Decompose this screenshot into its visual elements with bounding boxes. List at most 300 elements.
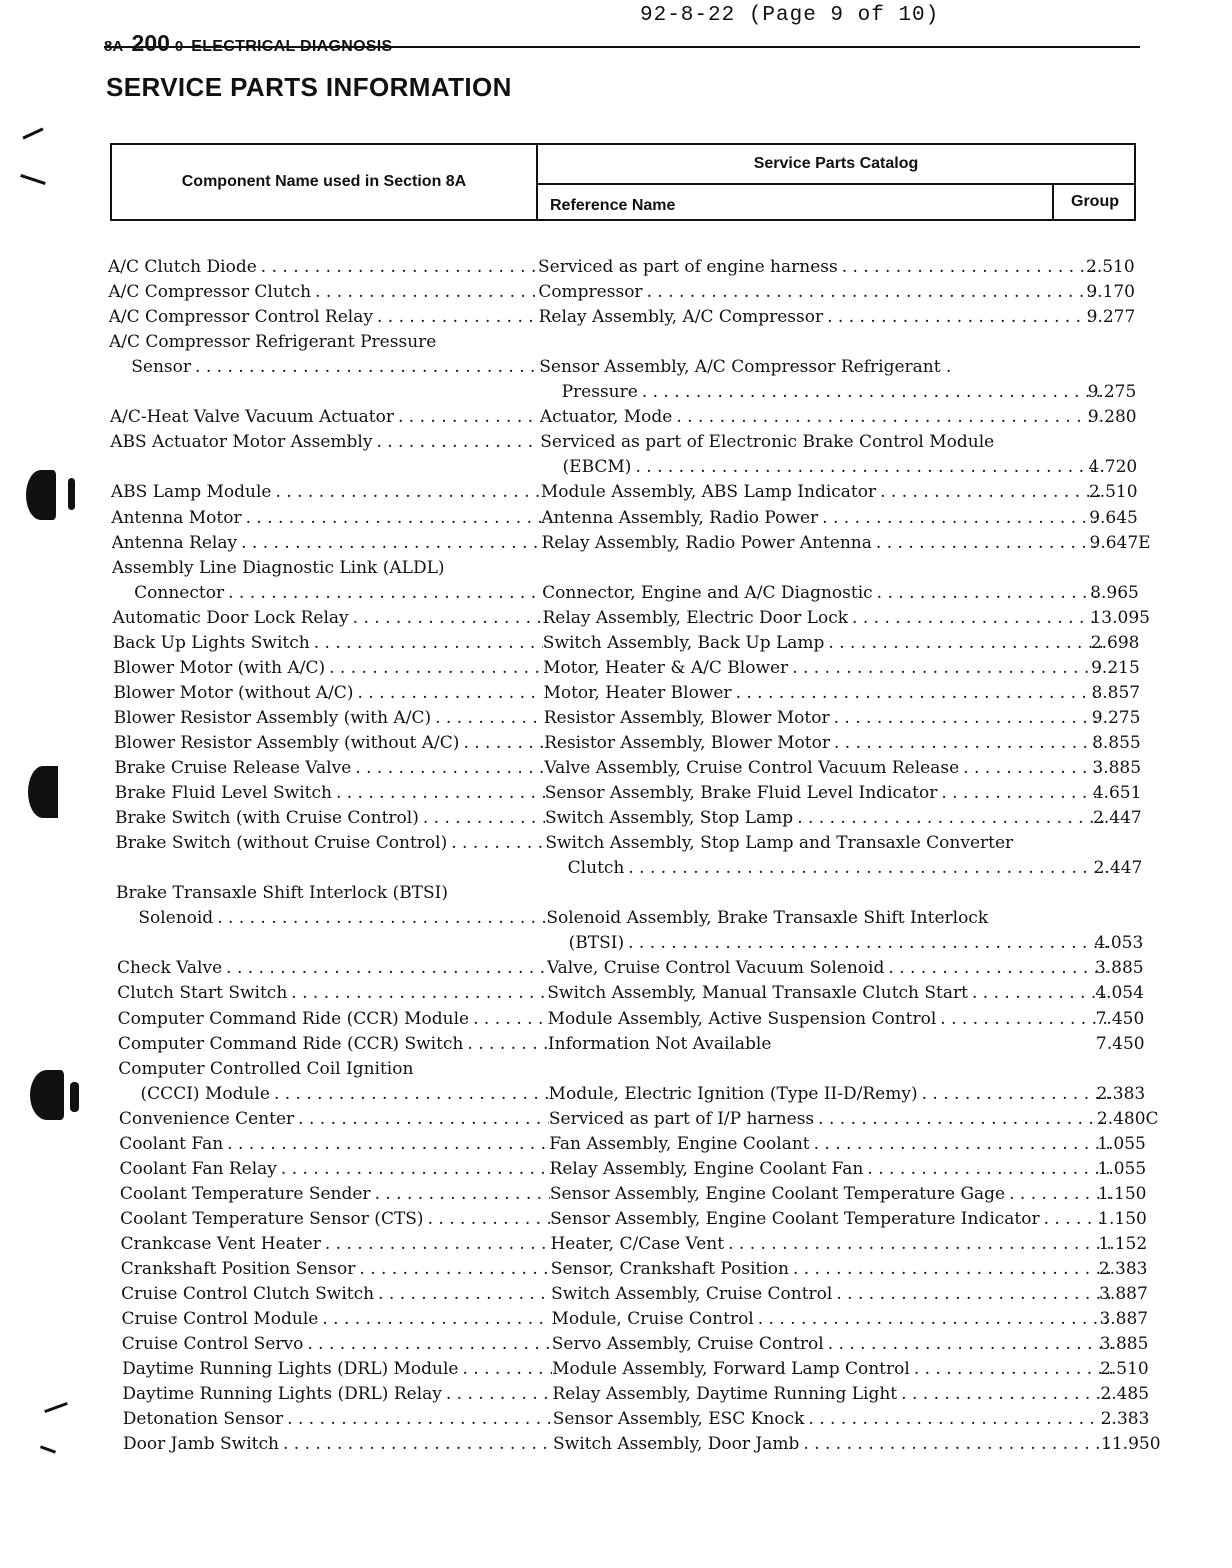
reference-name-text: Sensor Assembly, Brake Fluid Level Indicator (544, 783, 938, 804)
component-name (109, 330, 539, 354)
component-name (112, 531, 542, 555)
component-name (120, 1157, 550, 1181)
component-name (118, 1007, 548, 1031)
group-number: 13.095 (1090, 607, 1150, 628)
dot-leader (227, 1132, 549, 1156)
component-name-text: Door Jamb Switch (123, 1434, 279, 1455)
reference-name (550, 1157, 1110, 1181)
component-name-text: Blower Resistor Assembly (without A/C) (114, 732, 460, 753)
reference-name (541, 455, 1101, 479)
component-name-text: Computer Controlled Coil Ignition (118, 1058, 414, 1079)
component-name-text: Antenna Motor (111, 507, 242, 528)
reference-name (547, 931, 1107, 955)
component-name (122, 1382, 552, 1406)
dot-leader (325, 1232, 551, 1256)
dot-leader (852, 606, 1102, 630)
reference-name (547, 981, 1107, 1005)
dot-leader (281, 1157, 550, 1181)
reference-name (544, 756, 1104, 780)
dot-leader (291, 981, 547, 1005)
component-name (113, 631, 543, 655)
component-name-text: Daytime Running Lights (DRL) Module (122, 1359, 459, 1380)
component-name-text: Coolant Temperature Sensor (CTS) (120, 1208, 424, 1229)
reference-name (551, 1282, 1111, 1306)
group-number: 4.720 (1088, 457, 1138, 478)
reference-name (538, 280, 1098, 304)
component-name-text: ABS Lamp Module (110, 482, 272, 503)
dot-leader (736, 681, 1104, 705)
reference-name-text: Serviced as part of engine harness (538, 257, 838, 277)
reference-name-text: Module, Cruise Control (551, 1309, 754, 1330)
dot-leader (728, 1232, 1110, 1256)
dot-leader (1009, 1182, 1110, 1206)
dot-leader (963, 756, 1104, 780)
component-name-text: Daytime Running Lights (DRL) Relay (122, 1384, 442, 1405)
group-number: 9.275 (1091, 707, 1141, 728)
dot-leader (274, 1082, 549, 1106)
dot-leader (398, 405, 540, 429)
group-number: 2.480C (1096, 1108, 1159, 1129)
group-number: 1.150 (1097, 1183, 1147, 1204)
page-number: 200 (131, 30, 170, 56)
reference-name (549, 1082, 1109, 1106)
dot-leader (298, 1107, 549, 1131)
reference-name-text: Resistor Assembly, Blower Motor (543, 707, 830, 728)
reference-name-text: Relay Assembly, Daytime Running Light (552, 1384, 898, 1405)
dot-leader (828, 1332, 1112, 1356)
component-name-text: Solenoid (138, 908, 214, 929)
reference-name (540, 405, 1100, 429)
dot-leader (314, 631, 543, 655)
header-reference-name: Reference Name (538, 185, 1054, 219)
reference-name (543, 681, 1103, 705)
dot-leader (287, 1407, 553, 1431)
component-name (114, 731, 544, 755)
component-name (118, 1057, 548, 1081)
reference-name-text: Sensor Assembly, Engine Coolant Temperature Gage (549, 1183, 1006, 1204)
reference-name-text: Module Assembly, Forward Lamp Control (552, 1359, 910, 1380)
component-name (112, 581, 542, 605)
reference-name-text: Fan Assembly, Engine Coolant (549, 1133, 810, 1154)
component-name-text: Coolant Temperature Sender (119, 1183, 371, 1204)
dot-leader (642, 380, 1100, 404)
scan-artifact (26, 470, 56, 520)
component-name (113, 656, 543, 680)
dot-leader (435, 706, 544, 730)
group-number: 1.150 (1098, 1208, 1147, 1229)
group-number: 3.885 (1092, 758, 1142, 778)
reference-name (540, 430, 1100, 454)
reference-name-text: Valve, Cruise Control Vacuum Solenoid (546, 958, 885, 979)
group-number: 3.887 (1099, 1309, 1149, 1330)
component-name (111, 480, 541, 504)
reference-name-text: Serviced as part of I/P harness (548, 1108, 815, 1129)
page-title: SERVICE PARTS INFORMATION (106, 72, 512, 102)
component-name-text: ABS Actuator Motor Assembly (110, 432, 373, 453)
dot-leader (322, 1307, 551, 1331)
component-name-text: Convenience Center (118, 1108, 295, 1129)
component-name-text: Cruise Control Clutch Switch (121, 1284, 375, 1305)
header-component-name: Component Name used in Section 8A (112, 145, 538, 219)
component-name (108, 255, 538, 279)
group-number: 4.053 (1094, 933, 1144, 954)
component-name-text: Brake Switch (without Cruise Control) (115, 833, 448, 854)
reference-name (541, 506, 1101, 530)
dot-leader (635, 455, 1100, 479)
dot-leader (307, 1332, 551, 1356)
group-number: 2.383 (1098, 1259, 1148, 1279)
reference-name (549, 1107, 1109, 1131)
component-name-text: Assembly Line Diagnostic Link (ALDL) (111, 557, 445, 578)
dot-leader (375, 1182, 550, 1206)
component-name (116, 881, 546, 905)
reference-name-text: Motor, Heater & A/C Blower (543, 657, 789, 678)
reference-name (546, 906, 1106, 930)
reference-name (549, 1132, 1109, 1156)
component-name (120, 1207, 550, 1231)
reference-name-text: Motor, Heater Blower (543, 682, 732, 703)
fax-stamp: 92-8-22 (Page 9 of 10) (640, 4, 940, 27)
dot-leader (228, 581, 542, 605)
dot-leader (246, 506, 542, 530)
group-number: 3.887 (1099, 1284, 1148, 1305)
component-name-text: Blower Resistor Assembly (with A/C) (113, 707, 432, 728)
reference-name-text: Solenoid Assembly, Brake Transaxle Shift Interlock (546, 908, 989, 929)
component-name (114, 756, 544, 780)
dot-leader (195, 355, 539, 379)
reference-name-text: Valve Assembly, Cruise Control Vacuum Release (544, 758, 960, 778)
reference-name-text: Servo Assembly, Cruise Control (551, 1334, 824, 1355)
dot-leader (463, 731, 544, 755)
component-name (110, 430, 540, 454)
component-name-text: A/C Clutch Diode (108, 257, 257, 277)
dot-leader (793, 1257, 1111, 1281)
component-name (119, 1107, 549, 1131)
dot-leader (814, 1132, 1110, 1156)
dot-leader (828, 631, 1102, 655)
component-name-text: Check Valve (116, 958, 223, 979)
reference-name (539, 305, 1099, 329)
reference-name (550, 1207, 1110, 1231)
component-name-text: A/C-Heat Valve Vacuum Actuator (109, 407, 394, 428)
component-name-text: Brake Fluid Level Switch (114, 783, 332, 804)
group-number: 7.450 (1095, 1008, 1145, 1029)
dot-leader (758, 1307, 1112, 1331)
dot-leader (451, 831, 545, 855)
reference-name-text: Module Assembly, ABS Lamp Indicator (540, 482, 877, 503)
dot-leader (378, 1282, 551, 1306)
dot-leader (827, 305, 1099, 329)
reference-name (545, 781, 1105, 805)
reference-name (552, 1357, 1112, 1381)
reference-name (553, 1432, 1113, 1456)
dot-leader (226, 956, 547, 980)
component-name-text: Blower Motor (with A/C) (113, 657, 326, 678)
component-name-text: Brake Switch (with Cruise Control) (115, 808, 419, 829)
component-name (117, 981, 547, 1005)
reference-name (551, 1257, 1111, 1281)
reference-name-text: Switch Assembly, Back Up Lamp (542, 632, 825, 653)
component-name (120, 1232, 550, 1256)
reference-name-text: Relay Assembly, Engine Coolant Fan (549, 1158, 864, 1179)
group-number: 3.885 (1094, 958, 1144, 979)
component-name-text: Connector (134, 582, 225, 603)
reference-name (546, 856, 1106, 880)
scan-artifact (22, 127, 43, 139)
dot-leader (834, 731, 1104, 755)
group-number: 9.277 (1086, 307, 1136, 328)
reference-name (544, 706, 1104, 730)
reference-name (552, 1332, 1112, 1356)
reference-name-text: Switch Assembly, Cruise Control (551, 1284, 833, 1305)
reference-name-text: Relay Assembly, Electric Door Lock (542, 607, 849, 628)
dot-leader (888, 956, 1107, 980)
group-number: 7.450 (1095, 1033, 1145, 1054)
group-number: 2.383 (1100, 1409, 1150, 1430)
component-name (108, 280, 538, 304)
dot-leader (628, 931, 1107, 955)
reference-name (542, 581, 1102, 605)
reference-name-text: Sensor Assembly, ESC Knock (552, 1409, 805, 1430)
component-name (115, 781, 545, 805)
component-name (115, 831, 545, 855)
group-number: 2.698 (1090, 632, 1140, 653)
scan-artifact (20, 174, 46, 185)
dot-leader (428, 1207, 551, 1231)
reference-name (547, 956, 1107, 980)
group-number: 2.447 (1093, 808, 1142, 829)
group-number: 4.651 (1092, 783, 1142, 804)
dot-leader (877, 581, 1102, 605)
dot-leader (359, 1257, 550, 1281)
component-name-text: Blower Motor (without A/C) (113, 682, 354, 703)
component-name (109, 305, 539, 329)
reference-name (543, 631, 1103, 655)
dot-leader (922, 1082, 1109, 1106)
dot-leader (261, 255, 538, 279)
component-name (116, 906, 546, 930)
component-name-text: Computer Command Ride (CCR) Module (117, 1008, 470, 1029)
dot-leader (876, 531, 1102, 555)
reference-name-text: Actuator, Mode (539, 407, 673, 428)
group-number: 9.280 (1087, 407, 1137, 428)
group-number: 9.647E (1089, 532, 1151, 553)
dot-leader (467, 1032, 548, 1056)
reference-name-text: Sensor Assembly, Engine Coolant Temperature Indicator (550, 1208, 1040, 1229)
group-number: 9.215 (1091, 657, 1140, 678)
reference-name (545, 806, 1105, 830)
component-name-text: Detonation Sensor (122, 1409, 284, 1430)
dot-leader (329, 656, 543, 680)
dot-leader (241, 531, 541, 555)
reference-name (539, 355, 1099, 379)
reference-name-text: (EBCM) (562, 457, 632, 478)
reference-name-text: Sensor, Crankshaft Position (550, 1259, 789, 1279)
reference-name (538, 255, 1098, 279)
component-name (123, 1407, 553, 1431)
dot-leader (842, 255, 1098, 279)
dot-leader (803, 1432, 1113, 1456)
component-name (118, 1032, 548, 1056)
dot-leader (376, 430, 540, 454)
dot-leader (972, 981, 1107, 1005)
dot-leader (836, 1282, 1111, 1306)
dot-leader (901, 1382, 1112, 1406)
component-name-text: A/C Compressor Refrigerant Pressure (108, 332, 437, 353)
component-name-text: Sensor (131, 357, 192, 378)
reference-name (540, 380, 1100, 404)
header-catalog: Service Parts Catalog (538, 145, 1134, 185)
group-number: 2.447 (1093, 858, 1143, 879)
dot-leader (880, 480, 1101, 504)
component-name-text: Clutch Start Switch (117, 983, 288, 1004)
reference-name (542, 531, 1102, 555)
reference-name-text: Module Assembly, Active Suspension Control (547, 1008, 937, 1029)
component-name (119, 1082, 549, 1106)
component-name (109, 355, 539, 379)
scan-artifact (44, 1402, 68, 1413)
dot-leader (834, 706, 1104, 730)
reference-name (550, 1232, 1110, 1256)
group-number: 3.885 (1099, 1334, 1149, 1355)
reference-name-text: Switch Assembly, Stop Lamp and Transaxle Converter (545, 833, 1014, 854)
component-name-text: Cruise Control Module (121, 1309, 319, 1330)
dot-leader (797, 806, 1105, 830)
component-name (113, 681, 543, 705)
reference-name (542, 606, 1102, 630)
dot-leader (676, 405, 1100, 429)
component-name-text: Automatic Door Lock Relay (112, 607, 349, 628)
dot-leader (941, 781, 1104, 805)
reference-name-text: Information Not Available (547, 1033, 772, 1054)
dot-leader (808, 1407, 1112, 1431)
dot-leader (463, 1357, 553, 1381)
component-name (120, 1182, 550, 1206)
dot-leader (357, 681, 543, 705)
component-name-text: Crankcase Vent Heater (120, 1233, 321, 1254)
reference-name (548, 1032, 1108, 1056)
dot-leader (647, 280, 1099, 304)
component-name-text: Coolant Fan Relay (119, 1158, 277, 1179)
component-name (123, 1432, 553, 1456)
component-name (117, 956, 547, 980)
group-number: 2.383 (1096, 1083, 1146, 1104)
reference-name-text: Antenna Assembly, Radio Power (541, 507, 819, 528)
page-prefix: 8A– (104, 38, 132, 55)
group-number: 1.055 (1097, 1133, 1146, 1154)
component-name-text: Antenna Relay (111, 532, 238, 553)
reference-name-text: Switch Assembly, Manual Transaxle Clutch Start (547, 983, 968, 1004)
scan-artifact (70, 1082, 79, 1112)
component-name-text: Coolant Fan (119, 1133, 224, 1154)
reference-name (544, 731, 1104, 755)
component-name-text: A/C Compressor Control Relay (108, 307, 373, 328)
dot-leader (315, 280, 538, 304)
section-name: ELECTRICAL DIAGNOSIS (191, 38, 393, 55)
scan-artifact (40, 1445, 56, 1453)
component-name (121, 1307, 551, 1331)
group-number: 9.170 (1086, 282, 1135, 303)
reference-name (548, 1007, 1108, 1031)
component-name-text: Computer Command Ride (CCR) Switch (117, 1033, 464, 1054)
group-number: 11.950 (1101, 1434, 1161, 1455)
component-name (115, 806, 545, 830)
dot-leader (818, 1107, 1109, 1131)
group-number: 9.645 (1089, 507, 1138, 528)
reference-name (551, 1307, 1111, 1331)
group-number: 4.054 (1095, 983, 1144, 1004)
scan-artifact (30, 1070, 64, 1120)
reference-name (541, 480, 1101, 504)
reference-name-text: Module, Electric Ignition (Type II-D/Remy) (548, 1083, 918, 1104)
dot-leader (353, 606, 543, 630)
header-rule (104, 46, 1140, 48)
component-name-text: Back Up Lights Switch (112, 632, 310, 653)
reference-name (543, 656, 1103, 680)
dot-leader (822, 506, 1101, 530)
group-number: 8.965 (1090, 582, 1139, 603)
reference-name-text: Connector, Engine and A/C Diagnostic (542, 582, 873, 603)
dot-leader (867, 1157, 1109, 1181)
dot-leader (940, 1007, 1107, 1031)
reference-name-text: (BTSI) (568, 933, 625, 954)
dot-leader (336, 781, 545, 805)
component-name (111, 506, 541, 530)
reference-name (545, 831, 1105, 855)
group-number: 2.510 (1088, 482, 1138, 503)
dot-leader (283, 1432, 553, 1456)
group-number: 8.857 (1091, 682, 1141, 703)
dot-leader (792, 656, 1103, 680)
group-number: 2.510 (1086, 257, 1135, 277)
reference-name (553, 1407, 1113, 1431)
component-name (110, 405, 540, 429)
component-name-text: Cruise Control Servo (121, 1334, 304, 1355)
dot-leader (217, 906, 546, 930)
reference-name (552, 1382, 1112, 1406)
dot-leader (276, 480, 541, 504)
dot-leader (423, 806, 545, 830)
group-number: 2.510 (1100, 1359, 1149, 1380)
component-name (121, 1282, 551, 1306)
dot-leader (377, 305, 539, 329)
reference-name-text: Relay Assembly, A/C Compressor (538, 307, 824, 328)
reference-name-text: Resistor Assembly, Blower Motor (544, 732, 830, 753)
group-number: 8.855 (1092, 732, 1141, 753)
component-name (119, 1132, 549, 1156)
component-name-text: A/C Compressor Clutch (108, 282, 312, 303)
page-suffix: -0 (169, 38, 184, 55)
component-name (122, 1357, 552, 1381)
reference-name-text: Sensor Assembly, A/C Compressor Refrigerant . (539, 357, 952, 378)
component-name-text: Crankshaft Position Sensor (120, 1259, 356, 1279)
group-number: 1.152 (1098, 1233, 1148, 1254)
component-name (114, 706, 544, 730)
dot-leader (628, 856, 1105, 880)
reference-name-text: Switch Assembly, Stop Lamp (545, 808, 794, 829)
page-identifier (104, 30, 393, 57)
reference-name-text: Serviced as part of Electronic Brake Control Module (540, 432, 995, 453)
group-number: 2.485 (1100, 1384, 1150, 1405)
component-name (112, 606, 542, 630)
group-number: 9.275 (1087, 382, 1137, 403)
component-name (121, 1257, 551, 1281)
component-name-text: Brake Cruise Release Valve (114, 758, 352, 778)
component-name (112, 556, 542, 580)
dot-leader (446, 1382, 553, 1406)
reference-name-text: Relay Assembly, Radio Power Antenna (541, 532, 872, 553)
table-header (110, 143, 1136, 221)
